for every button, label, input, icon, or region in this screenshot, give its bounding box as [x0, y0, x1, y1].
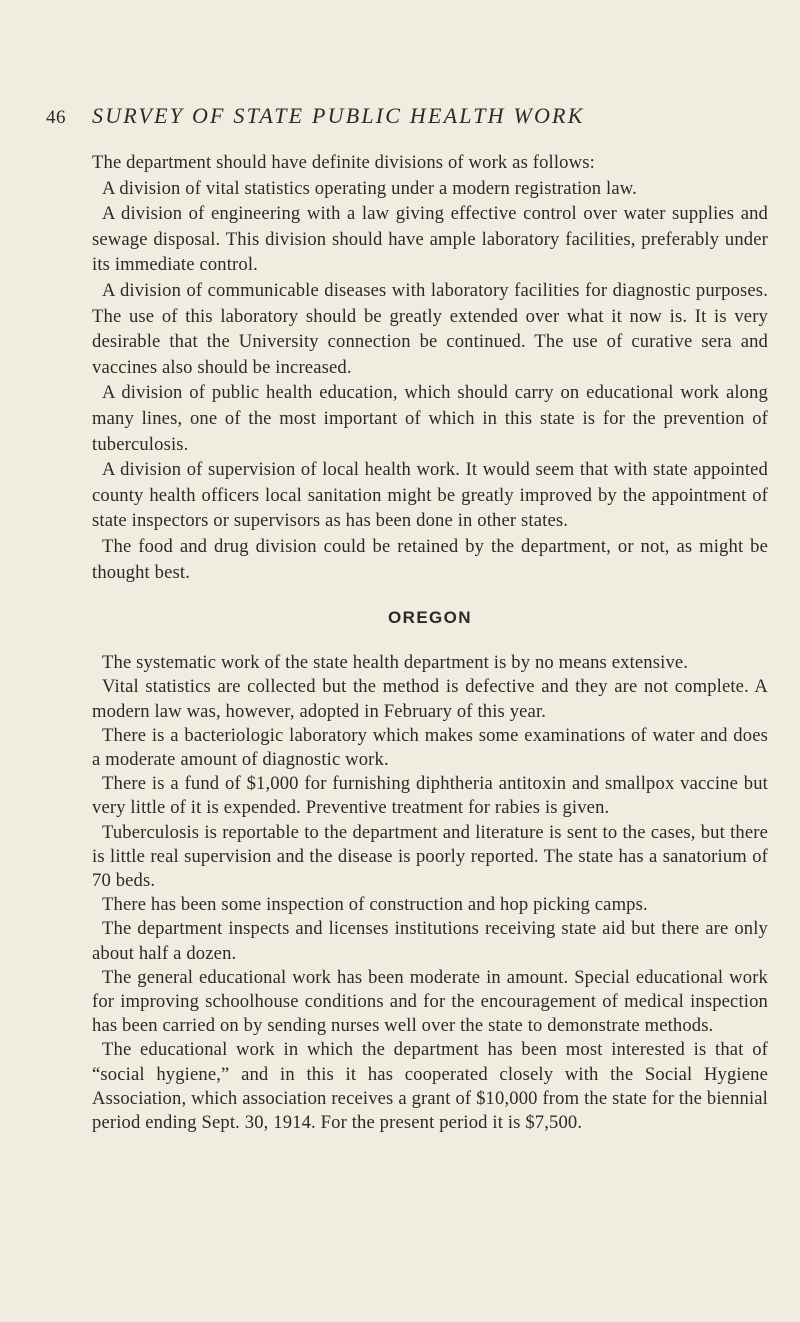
paragraph: The department inspects and licenses institutions receiving state aid but there are only about half a dozen.: [92, 918, 768, 964]
paragraph: The department should have definite divisions of work as follows:: [92, 152, 595, 173]
paragraph: Tuberculosis is reportable to the department and literature is sent to the cases, but there is little real supervision and the disease is poorly reported. The state has a sanatorium of 70 beds.: [92, 821, 768, 891]
paragraph: The food and drug division could be retained by the department, or not, as might be thought best.: [92, 535, 768, 583]
running-title: SURVEY OF STATE PUBLIC HEALTH WORK: [92, 103, 585, 128]
paragraph: Vital statistics are collected but the method is defective and they are not complete. A modern law was, however, adopted in February of this year.: [92, 676, 768, 722]
paragraph: A division of communicable diseases with laboratory facilities for diagnostic purposes. The use of this laboratory should be greatly extended over what it now is. It is very desirable that the University connection be continued. The use of curative sera and vaccines also should be increased.: [92, 279, 768, 378]
oregon-section: [92, 651, 768, 1135]
paragraph: There has been some inspection of construction and hop picking camps.: [102, 894, 648, 916]
page-number: 46: [46, 107, 66, 128]
paragraph: The general educational work has been moderate in amount. Special educational work for improving schoolhouse conditions and for the encouragement of medical inspection has been carried on by sending nurses well over the state to demonstrate methods.: [92, 966, 768, 1037]
paragraph: A division of public health education, which should carry on educational work along many lines, one of the most important of which in this state is for the prevention of tuberculosis.: [92, 382, 768, 455]
body-text: [92, 150, 768, 1135]
paragraph: The educational work in which the department has been most interested is that of “social hygiene,” and in this it has cooperated closely with the Social Hygiene Association, which association receives a grant of $10,000 from the state for the biennial period ending Sept. 30, 1914. For the present period it is $7,500.: [92, 1039, 768, 1133]
paragraph: The systematic work of the state health department is by no means extensive.: [102, 652, 689, 674]
section-heading: OREGON: [388, 608, 472, 628]
paragraph: A division of supervision of local health work. It would seem that with state appointed county health officers local sanitation might be greatly improved by the appointment of state inspectors or supervisors as has been done in other states.: [92, 459, 768, 532]
running-head: [46, 103, 766, 133]
paragraph: There is a fund of $1,000 for furnishing diphtheria antitoxin and smallpox vaccine but very little of it is expended. Preventive treatment for rabies is given.: [92, 773, 768, 819]
paragraph: A division of engineering with a law giving effective control over water supplies and sewage disposal. This division should have ample laboratory facilities, preferably under its immediate control.: [92, 203, 768, 276]
paragraph: There is a bacteriologic laboratory which makes some examinations of water and does a moderate amount of diagnostic work.: [92, 724, 768, 770]
paragraph: A division of vital statistics operating under a modern registration law.: [102, 177, 637, 199]
